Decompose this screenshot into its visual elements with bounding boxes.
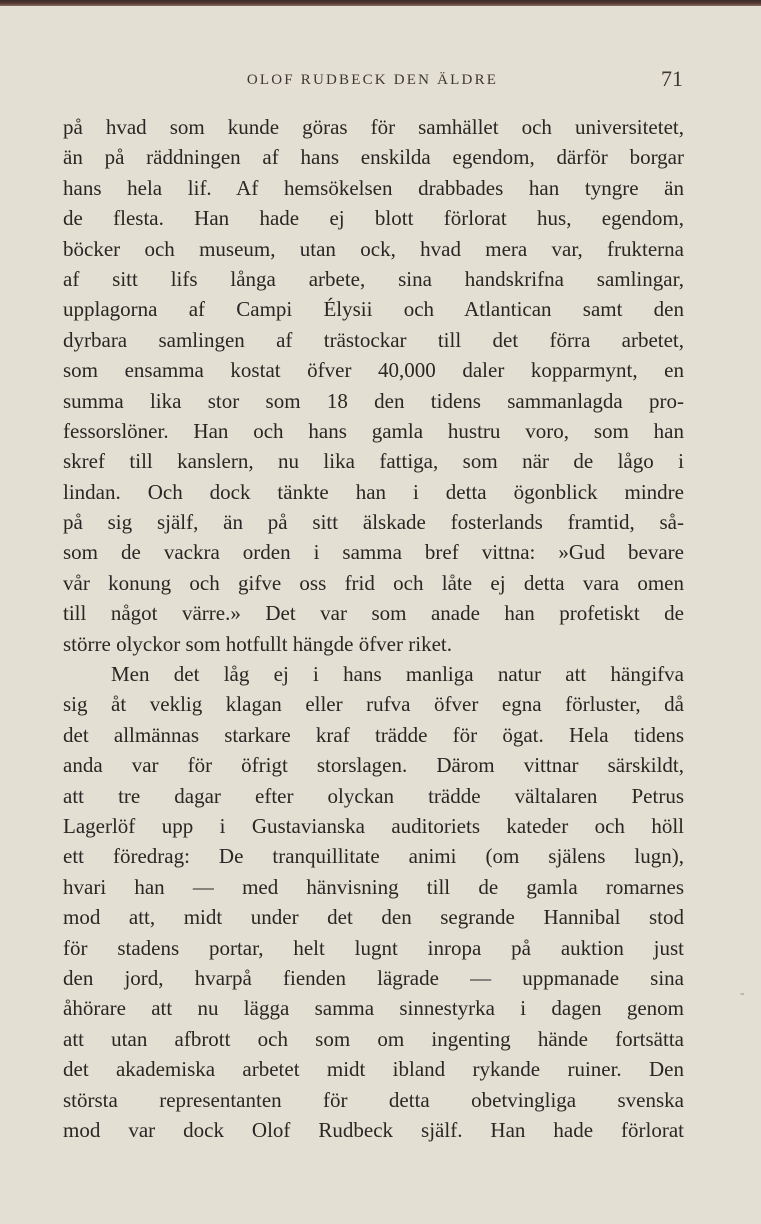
margin-mark: -: [740, 986, 745, 1001]
text-line: mod var dock Olof Rudbeck själf. Han hade förlorat: [63, 1117, 684, 1142]
text-line: största representanten för detta obetvingliga svenska: [63, 1087, 684, 1112]
text-line: till något värre.» Det var som anade han profetiskt de: [63, 601, 684, 626]
text-line: större olyckor som hotfullt hängde öfver riket.: [63, 631, 452, 656]
text-line: vår konung och gifve oss frid och låte ej detta vara omen: [63, 570, 684, 595]
text-line: sig åt veklig klagan eller rufva öfver egna förluster, då: [63, 692, 684, 717]
text-line: det allmännas starkare kraf trädde för ögat. Hela tidens: [63, 722, 684, 747]
page-top-edge: [0, 0, 761, 6]
text-line: på hvad som kunde göras för samhället och universitetet,: [63, 115, 684, 139]
text-line: att tre dagar efter olyckan trädde vältalaren Petrus: [63, 783, 684, 808]
text-line: som de vackra orden i samma bref vittna: »Gud bevare: [63, 540, 684, 565]
text-line: på sig själf, än på sitt älskade fosterlands framtid, så-: [63, 510, 684, 535]
text-line: som ensamma kostat öfver 40,000 daler kopparmynt, en: [63, 358, 684, 383]
text-line: hvari han — med hänvisning till de gamla romarnes: [63, 874, 684, 899]
text-line: dyrbara samlingen af trästockar till det förra arbetet,: [63, 327, 684, 352]
text-line: den jord, hvarpå fienden lägrade — uppmanade sina: [63, 965, 684, 990]
text-line: ett föredrag: De tranquillitate animi (om själens lugn),: [63, 844, 684, 869]
text-line: Lagerlöf upp i Gustavianska auditoriets kateder och höll: [63, 813, 684, 838]
text-line: att utan afbrott och som om ingenting hände fortsätta: [63, 1026, 684, 1051]
text-line: böcker och museum, utan ock, hvad mera var, frukterna: [63, 236, 684, 261]
text-line: Men det låg ej i hans manliga natur att hängifva: [111, 662, 684, 687]
page-number: 71: [661, 66, 683, 91]
text-line: än på räddningen af hans enskilda egendom, därför borgar: [63, 145, 684, 170]
text-line: hans hela lif. Af hemsökelsen drabbades han tyngre än: [63, 175, 684, 200]
text-line: summa lika stor som 18 den tidens sammanlagda pro-: [63, 388, 684, 413]
text-line: lindan. Och dock tänkte han i detta ögonblick mindre: [63, 479, 684, 504]
text-line: skref till kanslern, nu lika fattiga, som när de lågo i: [63, 449, 684, 474]
text-line: anda var för öfrigt storslagen. Därom vittnar särskildt,: [63, 753, 684, 778]
page-header: [60, 64, 685, 94]
text-line: det akademiska arbetet midt ibland rykande ruiner. Den: [63, 1057, 684, 1082]
text-line: åhörare att nu lägga samma sinnestyrka i dagen genom: [63, 996, 684, 1021]
text-line: upplagorna af Campi Élysii och Atlantican samt den: [63, 297, 684, 322]
body-text: [63, 112, 684, 1145]
text-line: fessorslöner. Han och hans gamla hustru voro, som han: [63, 418, 684, 443]
running-head: OLOF RUDBECK DEN ÄLDRE: [246, 72, 499, 88]
text-line: för stadens portar, helt lugnt inropa på auktion just: [63, 935, 684, 960]
text-line: mod att, midt under det den segrande Hannibal stod: [63, 905, 684, 930]
text-line: de flesta. Han hade ej blott förlorat hus, egendom,: [63, 206, 684, 231]
text-line: af sitt lifs långa arbete, sina handskrifna samlingar,: [63, 266, 684, 291]
